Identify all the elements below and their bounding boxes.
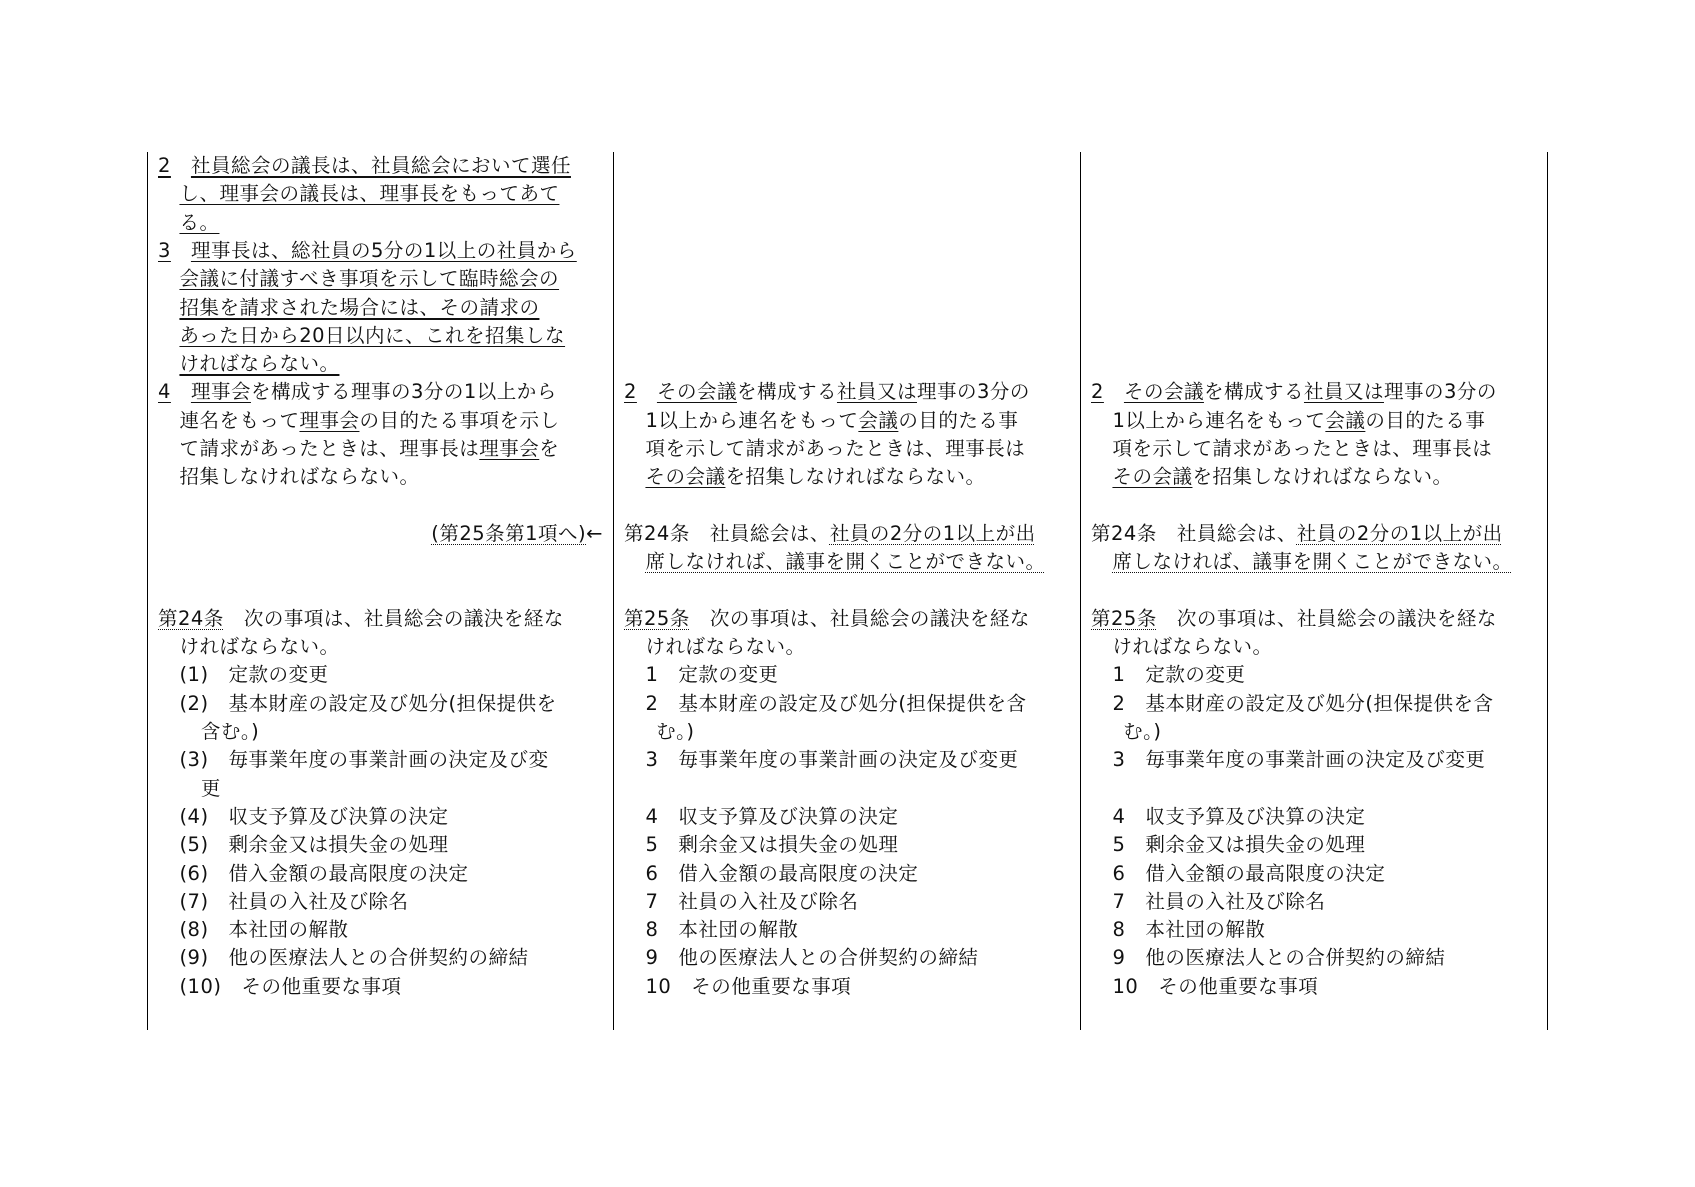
text-line — [158, 294, 603, 322]
underlined-text: 席しなければ、議事を開くことができない。 — [1112, 550, 1513, 574]
text-segment: (9) 他の医療法人との合併契約の締結 — [179, 946, 529, 970]
underlined-text: 第25条 — [624, 606, 690, 630]
text-line — [158, 746, 603, 774]
text-line — [624, 718, 1070, 746]
text-segment: ければならない。 — [645, 635, 806, 659]
text-line — [1091, 407, 1537, 435]
text-line — [158, 803, 603, 831]
column-current-articles — [147, 152, 614, 1030]
text-line — [624, 605, 1070, 633]
underlined-text: 2 — [1091, 380, 1104, 404]
text-segment: ければならない。 — [179, 635, 340, 659]
text-line — [624, 520, 1070, 548]
underlined-text: 理事長は、総社員の5分の1以上の社員から — [190, 238, 577, 262]
text-line — [1091, 944, 1537, 972]
text-line — [158, 237, 603, 265]
text-segment: (2) 基本財産の設定及び処分(担保提供を — [179, 691, 557, 715]
text-line — [624, 407, 1070, 435]
text-segment: 含む。) — [200, 720, 260, 743]
underlined-text: 席しなければ、議事を開くことができない。 — [645, 550, 1046, 574]
underlined-text: 第25条 — [1091, 606, 1157, 630]
text-segment — [637, 380, 657, 403]
text-line — [624, 973, 1070, 1001]
text-segment: (3) 毎事業年度の事業計画の決定及び変 — [179, 748, 549, 772]
text-segment: 項を示して請求があったときは、理事長は — [1112, 437, 1493, 460]
text-segment: 第24条 社員総会は、 — [624, 521, 830, 545]
text-segment: 次の事項は、社員総会の議決を経な — [689, 606, 1030, 630]
underlined-text: 社員又は — [1303, 380, 1384, 404]
text-line — [624, 831, 1070, 859]
text-segment: 5 剰余金又は損失金の処理 — [1112, 833, 1366, 857]
underlined-text: その会議 — [1123, 380, 1204, 404]
text-line — [158, 831, 603, 859]
text-segment: 8 本社団の解散 — [645, 918, 799, 942]
text-segment: 3 毎事業年度の事業計画の決定及び変更 — [1112, 748, 1486, 772]
text-line — [1091, 916, 1537, 944]
text-line — [624, 860, 1070, 888]
underlined-text: (第25条第1項へ) — [431, 521, 587, 545]
text-line — [158, 690, 603, 718]
text-segment: 招集しなければならない。 — [179, 465, 420, 489]
text-segment: 7 社員の入社及び除名 — [645, 889, 859, 913]
text-segment: む。) — [656, 720, 695, 743]
text-segment: の目的たる事 — [1365, 408, 1486, 432]
text-segment: の目的たる事項を示し — [359, 408, 560, 432]
text-line — [158, 633, 603, 661]
underlined-text: その会議 — [645, 465, 726, 489]
text-line — [624, 435, 1070, 463]
underlined-text: その会議 — [1112, 465, 1193, 489]
text-segment: 第24条 社員総会は、 — [1091, 521, 1297, 545]
text-line — [1091, 888, 1537, 916]
underlined-text: 招集を請求された場合には、その請求の — [179, 295, 540, 319]
text-segment: 1 定款の変更 — [1112, 663, 1246, 687]
underlined-text: あった日から20日以内に、これを招集しな — [179, 323, 566, 347]
text-line — [158, 378, 603, 406]
text-line — [158, 775, 603, 803]
underlined-text: 社員の2分の1以上が出 — [1296, 521, 1503, 545]
underlined-text: る。 — [179, 210, 220, 234]
text-segment: を構成する — [736, 380, 837, 404]
text-line — [624, 888, 1070, 916]
text-segment: 理事の3分の — [916, 380, 1030, 404]
text-segment: 7 社員の入社及び除名 — [1112, 889, 1326, 913]
text-segment: 更 — [200, 776, 221, 800]
text-line — [1091, 520, 1537, 548]
text-segment: 次の事項は、社員総会の議決を経な — [1156, 606, 1497, 630]
text-line — [624, 548, 1070, 576]
text-segment: 6 借入金額の最高限度の決定 — [1112, 861, 1386, 885]
text-segment: (6) 借入金額の最高限度の決定 — [179, 861, 469, 885]
underlined-text: 社員の2分の1以上が出 — [829, 521, 1036, 545]
text-line — [158, 520, 603, 548]
text-line — [158, 944, 603, 972]
text-line — [1091, 746, 1537, 774]
text-line — [158, 180, 603, 208]
text-line — [158, 265, 603, 293]
text-line — [1091, 435, 1537, 463]
underlined-text: し、理事会の議長は、理事長をもってあて — [179, 182, 560, 206]
text-line — [158, 322, 603, 350]
text-segment: 10 その他重要な事項 — [1112, 974, 1319, 998]
text-segment: を招集しなければならない。 — [725, 465, 986, 489]
text-segment: の目的たる事 — [898, 408, 1019, 432]
text-segment: 4 収支予算及び決算の決定 — [645, 804, 899, 828]
text-line — [158, 407, 603, 435]
text-line — [158, 605, 603, 633]
text-segment: 理事の3分の — [1383, 380, 1497, 404]
text-segment — [171, 154, 191, 177]
text-segment — [1104, 380, 1124, 403]
text-segment: 項を示して請求があったときは、理事長は — [645, 437, 1026, 460]
text-segment: 2 基本財産の設定及び処分(担保提供を含 — [1112, 691, 1494, 715]
text-line — [1091, 803, 1537, 831]
text-line — [624, 463, 1070, 491]
text-line — [1091, 831, 1537, 859]
text-segment: 次の事項は、社員総会の議決を経な — [223, 606, 564, 630]
underlined-text: 2 — [158, 154, 171, 177]
underlined-text: 2 — [624, 380, 637, 404]
underlined-text: 社員又は — [836, 380, 917, 404]
text-segment: を構成する理事の3分の1以上から — [250, 380, 557, 404]
underlined-text: その会議 — [656, 380, 737, 404]
text-line — [1091, 973, 1537, 1001]
text-line — [158, 718, 603, 746]
underlined-text: 4 — [158, 380, 171, 404]
text-segment: 2 基本財産の設定及び処分(担保提供を含 — [645, 691, 1027, 715]
text-line — [1091, 860, 1537, 888]
underlined-text: 第24条 — [158, 606, 224, 630]
underlined-text: 理事会 — [190, 380, 251, 404]
text-line — [624, 746, 1070, 774]
underlined-text: ければならない。 — [179, 352, 340, 376]
underlined-text: 社員総会の議長は、社員総会において選任 — [190, 154, 571, 177]
underlined-text: 会議 — [858, 408, 899, 432]
text-line — [624, 661, 1070, 689]
text-segment: (10) その他重要な事項 — [179, 974, 402, 998]
text-segment: ← — [586, 521, 603, 545]
text-line — [1091, 548, 1537, 576]
text-segment: 9 他の医療法人との合併契約の締結 — [645, 946, 979, 970]
text-segment: (1) 定款の変更 — [179, 663, 329, 687]
text-line — [158, 916, 603, 944]
text-segment: 9 他の医療法人との合併契約の締結 — [1112, 946, 1446, 970]
text-segment: 5 剰余金又は損失金の処理 — [645, 833, 899, 857]
text-line — [158, 860, 603, 888]
text-segment: (8) 本社団の解散 — [179, 918, 349, 942]
text-segment: を構成する — [1203, 380, 1304, 404]
text-segment: (7) 社員の入社及び除名 — [179, 889, 409, 913]
text-segment: 4 収支予算及び決算の決定 — [1112, 804, 1366, 828]
text-segment: 1以上から連名をもって — [1112, 408, 1326, 432]
text-line — [1091, 378, 1537, 406]
underlined-text: 会議 — [1325, 408, 1366, 432]
text-segment — [171, 380, 191, 403]
text-line — [158, 152, 603, 180]
text-segment: て請求があったときは、理事長は — [179, 437, 480, 460]
text-line — [1091, 463, 1537, 491]
column-revised-articles — [614, 152, 1081, 1030]
text-line — [1091, 718, 1537, 746]
underlined-text: 理事会 — [299, 408, 360, 432]
text-line — [624, 803, 1070, 831]
text-segment: ければならない。 — [1112, 635, 1273, 659]
underlined-text: 3 — [158, 238, 171, 262]
text-line — [1091, 633, 1537, 661]
column-model-articles — [1081, 152, 1548, 1030]
text-line — [158, 435, 603, 463]
underlined-text: 会議に付議すべき事項を示して臨時総会の — [179, 267, 560, 291]
text-line — [624, 378, 1070, 406]
text-line — [158, 888, 603, 916]
text-line — [158, 209, 603, 237]
text-line — [158, 463, 603, 491]
text-segment: 1以上から連名をもって — [645, 408, 859, 432]
text-segment: を — [539, 437, 560, 460]
text-segment: む。) — [1123, 720, 1162, 743]
text-segment: 連名をもって — [179, 408, 300, 432]
text-segment: (4) 収支予算及び決算の決定 — [179, 804, 449, 828]
text-line — [1091, 690, 1537, 718]
text-segment: 1 定款の変更 — [645, 663, 779, 687]
text-line — [624, 690, 1070, 718]
text-segment: を招集しなければならない。 — [1192, 465, 1453, 489]
underlined-text: 理事会 — [479, 437, 540, 460]
text-segment: 8 本社団の解散 — [1112, 918, 1266, 942]
text-segment: (5) 剰余金又は損失金の処理 — [179, 833, 449, 857]
text-line — [624, 633, 1070, 661]
text-segment — [171, 239, 191, 262]
text-line — [158, 661, 603, 689]
text-segment: 10 その他重要な事項 — [645, 974, 852, 998]
text-line — [624, 944, 1070, 972]
text-line — [1091, 605, 1537, 633]
text-segment: 3 毎事業年度の事業計画の決定及び変更 — [645, 748, 1019, 772]
text-line — [158, 973, 603, 1001]
text-line — [158, 350, 603, 378]
text-line — [1091, 661, 1537, 689]
text-line — [624, 916, 1070, 944]
text-segment: 6 借入金額の最高限度の決定 — [645, 861, 919, 885]
